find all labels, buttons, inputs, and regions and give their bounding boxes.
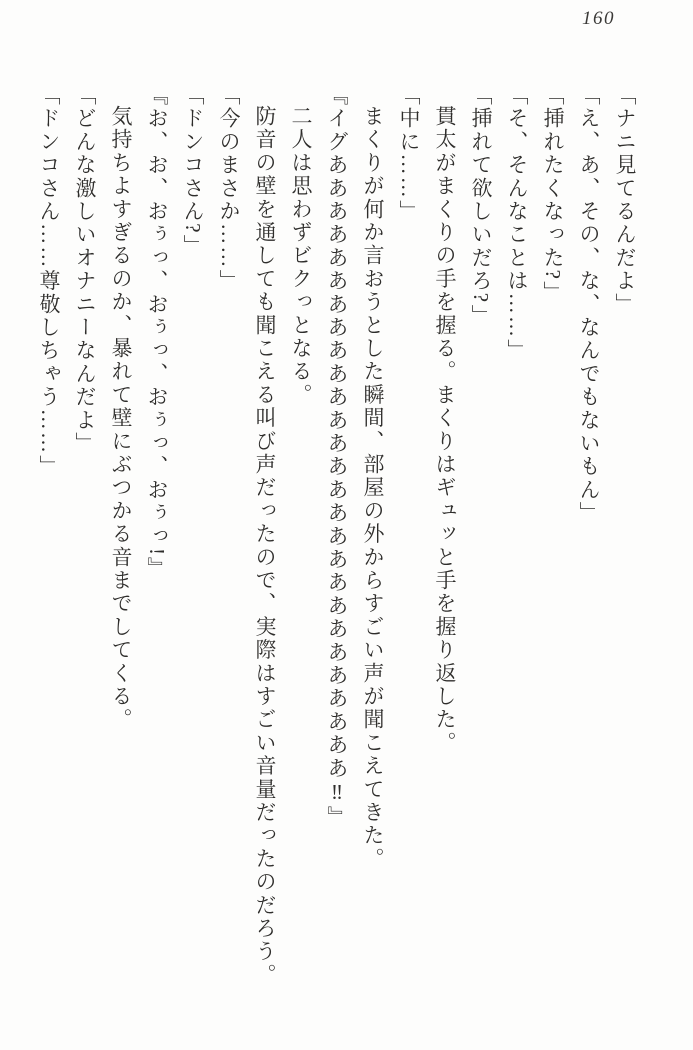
text-line: 「中に……」	[397, 84, 421, 224]
text-line: 「ドンコさん?」	[181, 84, 205, 258]
text-line: まくりが何か言おうとした瞬間、部屋の外からすごい声が聞こえてきた。	[361, 105, 385, 871]
text-line: 防音の壁を通しても聞こえる叫び声だったので、実際はすごい音量だったのだろう。	[253, 105, 277, 987]
text-line: 「今のまさか……」	[217, 84, 241, 293]
text-line: 「ナニ見てるんだよ」	[613, 84, 637, 316]
text-line: 「ドンコさん……尊敬しちゃう……」	[37, 84, 61, 479]
vertical-text-block	[31, 84, 643, 1018]
text-line: 「そ、そんなことは……」	[505, 84, 529, 363]
text-line: 『イグあああああああああああああああああああああああああああ‼』	[325, 84, 349, 830]
text-line: 二人は思わずビクっとなる。	[289, 105, 313, 407]
text-line: 貫太がまくりの手を握る。まくりはギュッと手を握り返した。	[433, 105, 457, 755]
text-line: 気持ちよすぎるのか、暴れて壁にぶつかる音までしてくる。	[109, 105, 133, 732]
text-line: 「挿れたくなった?」	[541, 84, 565, 305]
text-line: 「挿れて欲しいだろ?」	[469, 84, 493, 328]
text-line: 「どんな激しいオナニーなんだよ」	[73, 84, 97, 456]
text-line: 「え、あ、その、な、なんでもないもん」	[577, 84, 601, 525]
text-line: 『お、お、おぅっ、おぅっ、おぅっ、おぅっ!』	[145, 84, 169, 581]
page-number: 160	[582, 8, 615, 29]
